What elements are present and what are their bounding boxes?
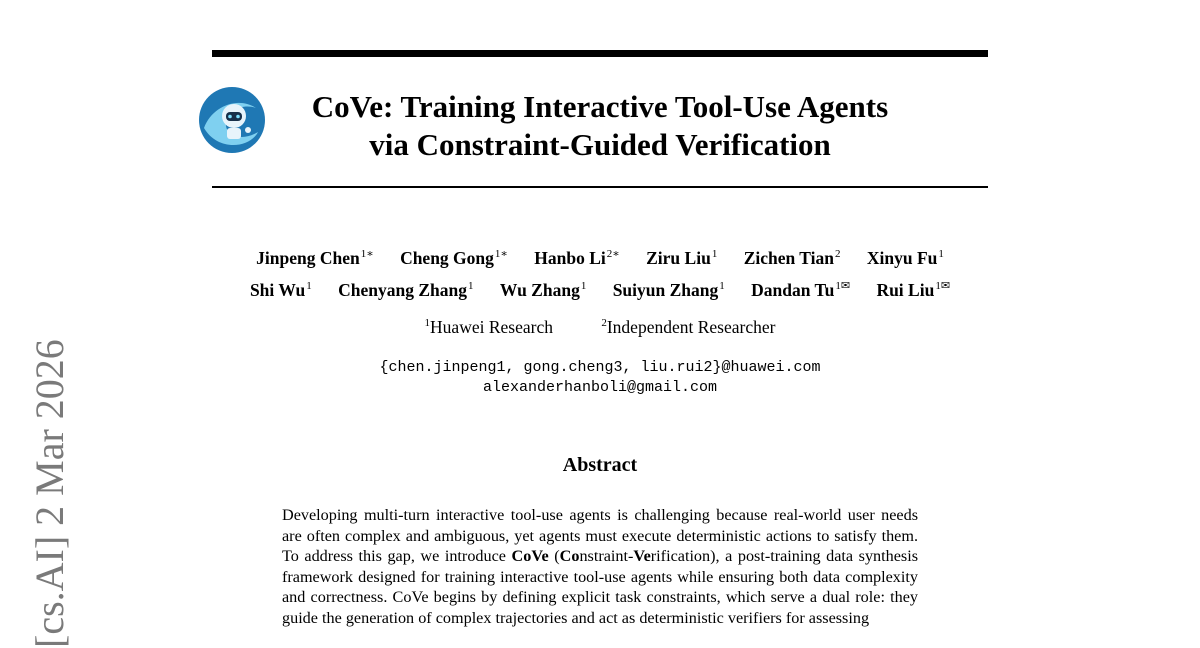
title-line-2: via Constraint-Guided Verification [369, 127, 831, 162]
title-bottom-rule [212, 186, 988, 188]
email-line: {chen.jinpeng1, gong.cheng3, liu.rui2}@huawei.com [379, 359, 821, 376]
title-line-1: CoVe: Training Interactive Tool-Use Agents [311, 89, 889, 124]
author: Wu Zhang$^1$ [499, 279, 587, 300]
abstract-heading: Abstract [562, 454, 638, 476]
robot-wave-logo-icon [198, 86, 266, 154]
author: Hanbo $Li^{2∗}$ [534, 247, 620, 268]
author: Shi Wu$^1$ [249, 279, 312, 300]
title-top-rule [212, 50, 988, 57]
author: Suiyun Zhang$^1$ [612, 279, 725, 300]
author: Dandan $Tu^{1✉}$ [751, 279, 851, 300]
arxiv-side-stamp: [cs.AI] 2 Mar 2026 [27, 339, 72, 648]
author: Rui Liu$^{1✉}$ [876, 279, 951, 300]
affiliation: $^1$Huawei Research [424, 316, 553, 337]
author: Chenyang Zhang$^1$ [338, 279, 474, 300]
author: Ziru Liu$^1$ [646, 247, 718, 268]
author: Cheng Gong$^{1∗}$ [400, 247, 508, 268]
affiliation: $^2$Independent Researcher [601, 316, 776, 337]
author-line-2 [200, 272, 1000, 304]
abstract-text: Developing multi-turn interactive tool-use agents is challenging because real-world user needs are often complex and ambiguous, yet agents must execute deterministic actions to satisfy them. To address this gap, we introduce CoVe (Constraint-Verification), a post-training data synthesis framework designed for training interactive tool-use agents while ensuring both data complexity and correctness. CoVe begins by defining explicit task constraints, which serve a dual role: they guide the generation of complex trajectories and act as deterministic verifiers for assessing [282, 506, 919, 627]
author: Jinpeng Chen$^{1∗}$ [256, 247, 374, 268]
author-list [200, 240, 1000, 304]
author: Xinyu Fu$^1$ [866, 247, 944, 268]
contact-emails [200, 358, 1000, 398]
paper-title [270, 88, 930, 164]
author: Zichen Tian$^2$ [743, 247, 841, 268]
author-line-1 [200, 240, 1000, 272]
email-line: alexanderhanboli@gmail.com [482, 379, 718, 396]
affiliations [200, 312, 1000, 338]
